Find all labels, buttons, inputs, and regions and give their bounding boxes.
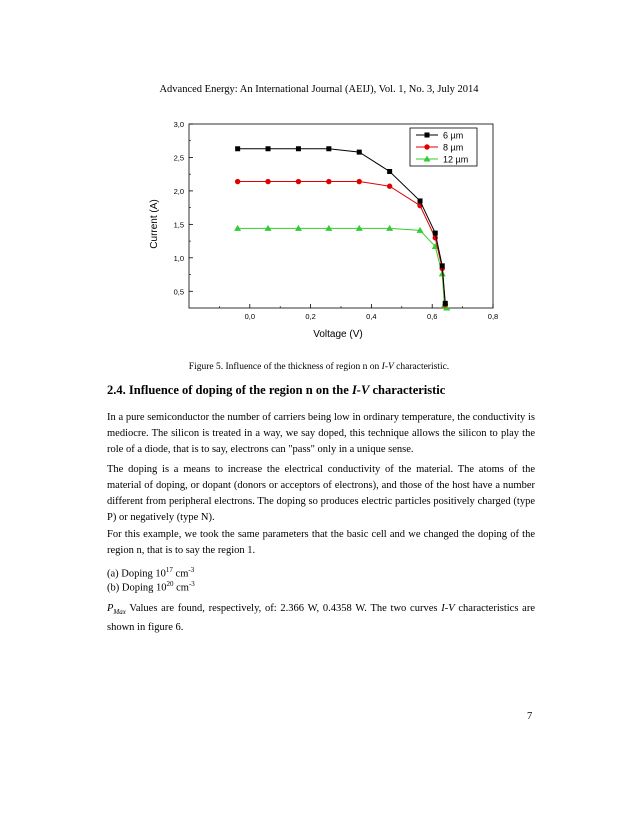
doping-a-exp: 17 bbox=[165, 566, 173, 574]
x-tick-label: 0,2 bbox=[305, 312, 316, 321]
section-title-prefix: 2.4. Influence of doping of the region n on the bbox=[107, 383, 352, 397]
doping-item-b bbox=[107, 577, 195, 596]
data-point bbox=[443, 301, 448, 306]
series-line bbox=[238, 182, 446, 305]
doping-a-unit: cm bbox=[172, 568, 189, 580]
page-number: 7 bbox=[527, 711, 533, 722]
data-point bbox=[418, 198, 423, 203]
figure-caption bbox=[0, 362, 638, 372]
x-axis-label: Voltage (V) bbox=[313, 329, 363, 340]
legend-label: 8 µm bbox=[443, 142, 464, 153]
legend-label: 12 µm bbox=[443, 154, 469, 165]
y-tick-label: 1,5 bbox=[173, 220, 184, 230]
pmax-text: Values are found, respectively, of: 2.366 W, 0.4358 W. The two curves bbox=[125, 603, 442, 614]
y-tick-label: 3,0 bbox=[173, 120, 184, 129]
data-point bbox=[433, 231, 438, 236]
pmax-text2: characteristics are shown in figure 6. bbox=[107, 603, 535, 634]
pmax-subscript: Max bbox=[113, 608, 126, 617]
series-1 bbox=[235, 179, 448, 308]
section-title-suffix: characteristic bbox=[369, 383, 446, 397]
doping-a-unit-exp: -3 bbox=[188, 566, 195, 574]
data-point bbox=[296, 146, 301, 151]
series-2 bbox=[234, 225, 450, 311]
doping-b-label: (b) Doping 10 bbox=[107, 582, 167, 594]
legend bbox=[410, 128, 477, 166]
y-tick-label: 2,0 bbox=[173, 186, 184, 196]
y-tick-label: 0,5 bbox=[173, 287, 184, 297]
data-point bbox=[425, 133, 430, 138]
doping-a-label: (a) Doping 10 bbox=[107, 568, 166, 580]
data-point bbox=[326, 179, 331, 184]
paragraph-2: The doping is a means to increase the electrical conductivity of the material. The atoms of the material of doping, or dopant (donors or acceptors of electrons), and those of the host have a number different from peripheral electrons. The doping so produces electric particles positively charged (type P) or negatively (type N). bbox=[107, 464, 535, 523]
data-point bbox=[357, 179, 362, 184]
caption-prefix: Figure 5. Influence of the thickness of region n on bbox=[188, 362, 382, 372]
iv-chart bbox=[0, 0, 638, 360]
data-point bbox=[235, 146, 240, 151]
x-tick-label: 0,8 bbox=[487, 312, 499, 321]
x-tick-label: 0,0 bbox=[244, 312, 256, 321]
data-point bbox=[357, 150, 362, 155]
data-point bbox=[235, 179, 240, 184]
y-tick-label: 1,0 bbox=[173, 253, 184, 263]
data-point bbox=[424, 144, 429, 149]
pmax-symbol: P bbox=[107, 603, 114, 614]
series-line bbox=[238, 228, 447, 308]
section-title bbox=[107, 383, 445, 398]
x-tick-label: 0,6 bbox=[426, 312, 438, 321]
data-point bbox=[296, 179, 301, 184]
paragraph-1: In a pure semiconductor the number of carriers being low in ordinary temperature, the conductivity is mediocre. The silicon is treated in a way, we say doped, this technique allows the silicon to play the role of a diode, that is to say, electrons can "pass" only in a unique sense. bbox=[107, 412, 535, 455]
paragraph-3: For this example, we took the same parameters that the basic cell and we changed the doping of the region n, that is to say the region 1. bbox=[107, 529, 535, 556]
doping-b-exp: 20 bbox=[166, 580, 174, 588]
pmax-paragraph bbox=[107, 601, 535, 636]
data-point bbox=[387, 184, 392, 189]
section-title-italic: I-V bbox=[351, 383, 370, 397]
data-point bbox=[326, 146, 331, 151]
doping-b-unit: cm bbox=[173, 582, 189, 594]
data-point bbox=[265, 179, 270, 184]
caption-italic: I-V bbox=[381, 362, 394, 372]
legend-label: 6 µm bbox=[443, 130, 464, 141]
y-axis-label: Current (A) bbox=[149, 199, 160, 249]
data-point bbox=[266, 146, 271, 151]
caption-suffix: characteristic. bbox=[393, 362, 450, 372]
series-0 bbox=[235, 146, 448, 306]
journal-header: Advanced Energy: An International Journal (AEIJ), Vol. 1, No. 3, July 2014 bbox=[159, 84, 479, 95]
series-line bbox=[238, 149, 446, 304]
data-point bbox=[387, 169, 392, 174]
doping-b-unit-exp: -3 bbox=[188, 580, 195, 588]
pmax-italic: I-V bbox=[441, 603, 455, 614]
data-point bbox=[440, 263, 445, 268]
x-tick-label: 0,4 bbox=[366, 312, 377, 321]
y-tick-label: 2,5 bbox=[173, 153, 184, 163]
